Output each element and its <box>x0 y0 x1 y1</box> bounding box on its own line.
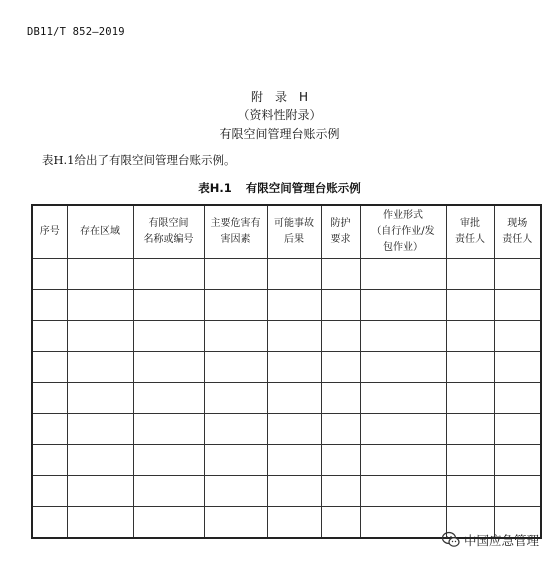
column-header <box>446 205 494 259</box>
table-cell <box>360 290 446 321</box>
column-header <box>360 205 446 259</box>
table-cell <box>32 383 67 414</box>
table-cell <box>133 383 204 414</box>
intro-paragraph: 表H.1给出了有限空间管理台账示例。 <box>42 153 236 167</box>
table-cell <box>67 445 133 476</box>
table-cell <box>446 445 494 476</box>
table-cell <box>446 476 494 507</box>
column-header-line: 防护 <box>330 218 351 229</box>
column-header <box>133 205 204 259</box>
table-cell <box>204 321 267 352</box>
table-cell <box>360 414 446 445</box>
column-header-line: 害因素 <box>220 234 251 245</box>
table-cell <box>494 383 541 414</box>
column-header-line: 名称或编号 <box>143 234 194 245</box>
table-cell <box>267 445 321 476</box>
table-cell <box>267 259 321 290</box>
table-cell <box>360 321 446 352</box>
table-cell <box>321 414 360 445</box>
appendix-title: 有限空间管理台账示例 <box>219 127 340 141</box>
table-cell <box>32 290 67 321</box>
ledger-table <box>31 204 542 539</box>
table-cell <box>267 476 321 507</box>
table-cell <box>204 259 267 290</box>
table-cell <box>494 445 541 476</box>
table-cell <box>67 290 133 321</box>
table-row <box>32 476 541 507</box>
table-cell <box>133 290 204 321</box>
watermark <box>441 530 539 550</box>
table-cell <box>321 383 360 414</box>
table-cell <box>321 290 360 321</box>
document-code: DB11/T 852—2019 <box>27 26 125 38</box>
table-cell <box>204 352 267 383</box>
table-cell <box>494 414 541 445</box>
table-cell <box>446 383 494 414</box>
table-number: 表H.1 <box>198 181 232 195</box>
table-cell <box>446 352 494 383</box>
table-cell <box>32 476 67 507</box>
table-cell <box>133 476 204 507</box>
table-cell <box>133 445 204 476</box>
table-cell <box>133 321 204 352</box>
table-cell <box>494 290 541 321</box>
column-header <box>32 205 67 259</box>
table-cell <box>67 507 133 539</box>
column-header <box>67 205 133 259</box>
table-cell <box>204 476 267 507</box>
table-cell <box>32 507 67 539</box>
table-row <box>32 290 541 321</box>
column-header <box>267 205 321 259</box>
table-row <box>32 414 541 445</box>
table-cell <box>446 321 494 352</box>
table-cell <box>267 352 321 383</box>
table-cell <box>360 476 446 507</box>
table-cell <box>32 259 67 290</box>
table-cell <box>360 507 446 539</box>
table-cell <box>446 259 494 290</box>
table-cell <box>267 507 321 539</box>
table-title: 有限空间管理台账示例 <box>245 181 361 195</box>
table-cell <box>204 290 267 321</box>
column-header-line: 现场 <box>507 218 528 229</box>
table-caption <box>0 180 559 196</box>
table-cell <box>267 383 321 414</box>
table-row <box>32 445 541 476</box>
column-header-line: 存在区域 <box>80 226 120 237</box>
column-header-line: 责任人 <box>455 234 485 245</box>
table-cell <box>321 259 360 290</box>
table-cell <box>494 352 541 383</box>
column-header <box>494 205 541 259</box>
table-cell <box>133 507 204 539</box>
table-cell <box>494 476 541 507</box>
table-cell <box>321 507 360 539</box>
column-header-line: 序号 <box>39 226 60 237</box>
table-cell <box>360 383 446 414</box>
column-header-line: 作业形式 <box>383 210 423 221</box>
table-cell <box>67 476 133 507</box>
table-cell <box>360 259 446 290</box>
table-cell <box>67 383 133 414</box>
table-header-row <box>32 205 541 259</box>
table-cell <box>267 290 321 321</box>
table-cell <box>494 259 541 290</box>
column-header <box>321 205 360 259</box>
watermark-text: 中国应急管理 <box>464 533 540 548</box>
table-cell <box>446 290 494 321</box>
table-cell <box>360 445 446 476</box>
table-cell <box>67 414 133 445</box>
table-row <box>32 259 541 290</box>
table-cell <box>204 445 267 476</box>
wechat-icon <box>441 530 461 550</box>
appendix-label: 附 录 H <box>250 90 309 104</box>
table-cell <box>494 321 541 352</box>
table-cell <box>133 352 204 383</box>
table-cell <box>32 445 67 476</box>
table-body <box>32 259 541 539</box>
table-cell <box>446 414 494 445</box>
table-cell <box>267 414 321 445</box>
table-row <box>32 383 541 414</box>
table-cell <box>32 414 67 445</box>
column-header <box>204 205 267 259</box>
table-cell <box>321 321 360 352</box>
table-row <box>32 321 541 352</box>
table-cell <box>67 352 133 383</box>
column-header-line: 审批 <box>460 218 480 229</box>
table-cell <box>32 352 67 383</box>
table-cell <box>321 445 360 476</box>
table-cell <box>321 476 360 507</box>
column-header-line: 可能事故 <box>274 218 314 229</box>
table-row <box>32 352 541 383</box>
table-cell <box>204 507 267 539</box>
column-header-line: 有限空间 <box>148 218 189 229</box>
table-cell <box>133 259 204 290</box>
appendix-type: （资料性附录） <box>237 108 322 122</box>
table-cell <box>67 321 133 352</box>
table-cell <box>133 414 204 445</box>
table-cell <box>267 321 321 352</box>
table-cell <box>204 383 267 414</box>
column-header-line: 要求 <box>330 234 351 245</box>
table-cell <box>32 321 67 352</box>
table-cell <box>204 414 267 445</box>
column-header-line: 责任人 <box>502 234 533 245</box>
table-cell <box>67 259 133 290</box>
column-header-line: （自行作业/发 <box>371 226 435 237</box>
table-cell <box>321 352 360 383</box>
column-header-line: 包作业） <box>383 242 423 253</box>
table-cell <box>360 352 446 383</box>
column-header-line: 后果 <box>284 234 304 245</box>
column-header-line: 主要危害有 <box>210 218 261 229</box>
